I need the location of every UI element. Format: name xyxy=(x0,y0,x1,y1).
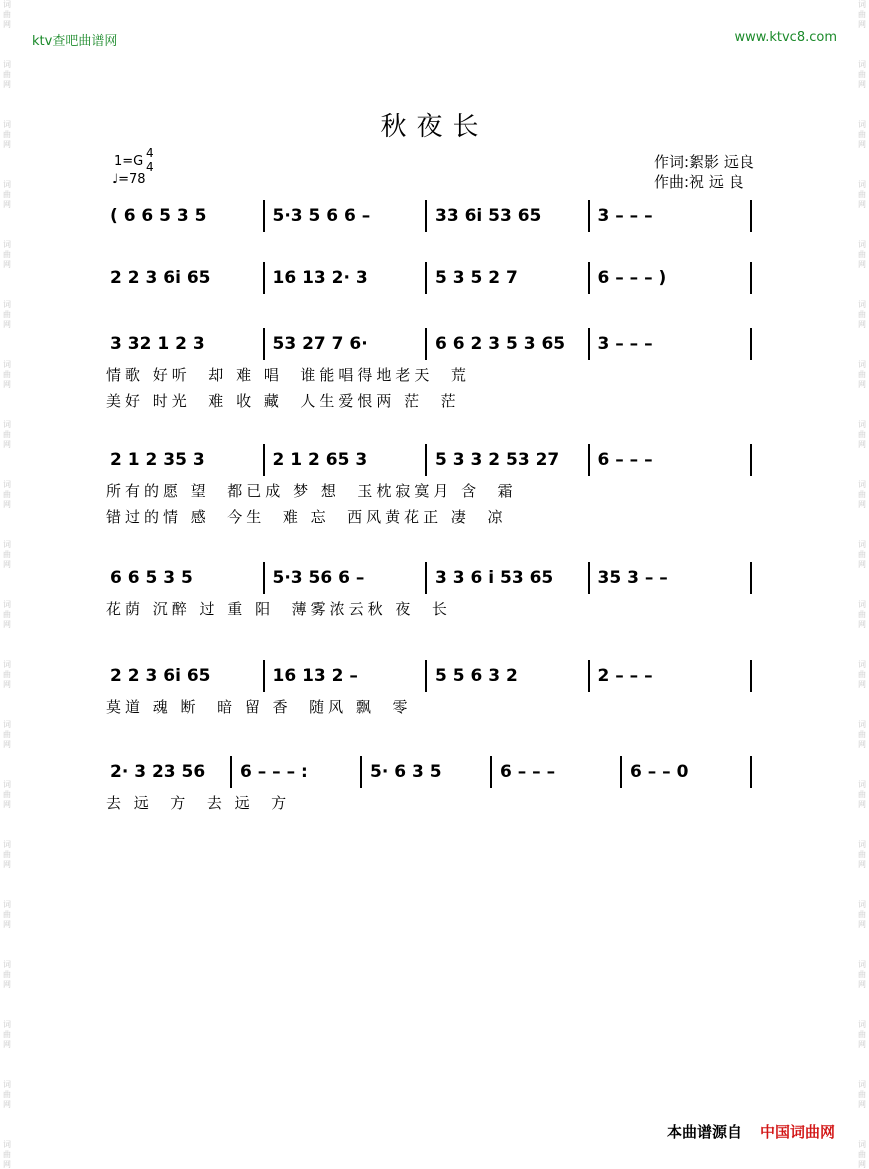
watermark-char: 词 xyxy=(858,960,866,969)
watermark-char: 网 xyxy=(3,1160,11,1169)
watermark-gap xyxy=(855,990,869,1020)
watermark-char: 词 xyxy=(858,1140,866,1149)
watermark-char: 网 xyxy=(858,380,866,389)
watermark-char: 曲 xyxy=(858,250,866,259)
watermark-char: 网 xyxy=(858,440,866,449)
watermark-gap xyxy=(855,270,869,300)
watermark-char: 网 xyxy=(3,1040,11,1049)
staff-row xyxy=(100,444,760,526)
watermark-gap xyxy=(0,150,14,180)
watermark-char: 网 xyxy=(3,980,11,989)
watermark-char: 曲 xyxy=(3,970,11,979)
watermark-char: 曲 xyxy=(3,190,11,199)
watermark-gap xyxy=(0,1050,14,1080)
watermark-char: 网 xyxy=(3,260,11,269)
watermark-char: 曲 xyxy=(3,730,11,739)
measure: 3 32 1 2 3 xyxy=(110,334,205,354)
bar-line xyxy=(750,444,752,476)
watermark-char: 词 xyxy=(858,600,866,609)
bar-line xyxy=(490,756,492,788)
watermark-char: 词 xyxy=(858,180,866,189)
bar-line xyxy=(263,444,265,476)
watermark-gap xyxy=(855,210,869,240)
watermark-gap xyxy=(855,930,869,960)
watermark-char: 曲 xyxy=(858,1150,866,1159)
bar-line xyxy=(425,200,427,232)
watermark-char: 曲 xyxy=(858,850,866,859)
watermark-char: 网 xyxy=(3,80,11,89)
watermark-char: 词 xyxy=(3,60,11,69)
watermark-char: 曲 xyxy=(3,550,11,559)
watermark-char: 曲 xyxy=(3,310,11,319)
watermark-char: 词 xyxy=(3,360,11,369)
lyric-line: 花荫 沉醉 过 重 阳 薄雾浓云秋 夜 长 xyxy=(106,600,451,618)
watermark-char: 词 xyxy=(858,780,866,789)
watermark-char: 网 xyxy=(858,140,866,149)
watermark-char: 曲 xyxy=(858,670,866,679)
watermark-char: 词 xyxy=(858,60,866,69)
watermark-char: 网 xyxy=(858,1040,866,1049)
measure: 3 – – – xyxy=(597,206,653,226)
staff-row xyxy=(100,660,760,720)
watermark-char: 曲 xyxy=(858,130,866,139)
bar-line xyxy=(588,562,590,594)
watermark-char: 曲 xyxy=(858,1030,866,1039)
bar-line xyxy=(230,756,232,788)
watermark-char: 词 xyxy=(858,540,866,549)
watermark-char: 曲 xyxy=(858,370,866,379)
watermark-char: 曲 xyxy=(3,430,11,439)
time-sig-bottom: 4 xyxy=(146,160,154,174)
watermark-char: 曲 xyxy=(3,850,11,859)
watermark-gap xyxy=(0,390,14,420)
measure: 2 1 2 65 3 xyxy=(272,450,368,470)
source-brand-link[interactable]: 中国词曲网 xyxy=(759,1123,835,1141)
watermark-char: 词 xyxy=(858,1020,866,1029)
watermark-char: 网 xyxy=(858,1100,866,1109)
watermark-char: 词 xyxy=(3,780,11,789)
watermark-char: 词 xyxy=(3,480,11,489)
watermark-char: 曲 xyxy=(858,910,866,919)
watermark-char: 曲 xyxy=(858,970,866,979)
watermark-gap xyxy=(855,1110,869,1140)
watermark-char: 词 xyxy=(858,120,866,129)
watermark-char: 网 xyxy=(3,500,11,509)
watermark-char: 曲 xyxy=(858,610,866,619)
watermark-gap xyxy=(855,510,869,540)
measure: 5·3 56 6 – xyxy=(272,568,365,588)
watermark-gap xyxy=(855,330,869,360)
watermark-char: 曲 xyxy=(3,250,11,259)
watermark-char: 曲 xyxy=(3,910,11,919)
watermark-gap xyxy=(855,690,869,720)
site-link-left[interactable]: ktv查吧曲谱网 xyxy=(32,34,118,49)
watermark-gap xyxy=(855,30,869,60)
watermark-char: 网 xyxy=(3,620,11,629)
watermark-gap xyxy=(855,630,869,660)
watermark-char: 网 xyxy=(3,440,11,449)
watermark-char: 词 xyxy=(3,120,11,129)
watermark-char: 网 xyxy=(858,20,866,29)
watermark-gap xyxy=(0,930,14,960)
measure: 5· 6 3 5 xyxy=(370,762,442,782)
watermark-char: 网 xyxy=(3,380,11,389)
watermark-gap xyxy=(855,1050,869,1080)
measure: 2 2 3 6i 65 xyxy=(110,268,211,288)
watermark-char: 曲 xyxy=(3,370,11,379)
watermark-char: 网 xyxy=(3,740,11,749)
watermark-char: 曲 xyxy=(3,610,11,619)
staff-row xyxy=(100,756,760,816)
lyric-line: 情歌 好听 却 难 唱 谁能唱得地老天 荒 xyxy=(106,366,470,384)
watermark-char: 词 xyxy=(3,1080,11,1089)
watermark-char: 曲 xyxy=(3,1150,11,1159)
watermark-char: 网 xyxy=(3,560,11,569)
lyricist: 作词:絮影 远良 xyxy=(654,153,754,171)
measure: 2· 3 23 56 xyxy=(110,762,206,782)
watermark-gap xyxy=(855,390,869,420)
staff-row xyxy=(100,562,760,622)
measure: 5 3 3 2 53 27 xyxy=(435,450,560,470)
staff-row xyxy=(100,262,760,322)
staff-row xyxy=(100,328,760,410)
measure: 6 6 2 3 5 3 65 xyxy=(435,334,566,354)
watermark-char: 网 xyxy=(3,920,11,929)
watermark-char: 词 xyxy=(3,540,11,549)
measure: 2 1 2 35 3 xyxy=(110,450,205,470)
bar-line xyxy=(588,200,590,232)
watermark-char: 词 xyxy=(858,360,866,369)
watermark-char: 网 xyxy=(858,620,866,629)
watermark-gap xyxy=(0,870,14,900)
bar-line xyxy=(588,660,590,692)
watermark-char: 网 xyxy=(3,800,11,809)
measure: 2 – – – xyxy=(597,666,653,686)
lyric-line: 莫道 魂 断 暗 留 香 随风 飘 零 xyxy=(106,698,412,716)
bar-line xyxy=(750,328,752,360)
watermark-char: 网 xyxy=(858,500,866,509)
watermark-char: 曲 xyxy=(858,730,866,739)
watermark-char: 曲 xyxy=(3,1090,11,1099)
tempo-value: =78 xyxy=(118,172,146,187)
measure: 6 – – – xyxy=(500,762,556,782)
watermark-char: 曲 xyxy=(858,190,866,199)
watermark-char: 词 xyxy=(3,1020,11,1029)
bar-line xyxy=(263,562,265,594)
watermark-char: 词 xyxy=(3,960,11,969)
watermark-char: 词 xyxy=(858,240,866,249)
watermark-char: 词 xyxy=(3,180,11,189)
watermark-char: 词 xyxy=(858,1080,866,1089)
bar-line xyxy=(425,328,427,360)
staff-row xyxy=(100,200,760,260)
watermark-char: 词 xyxy=(3,420,11,429)
watermark-gap xyxy=(0,630,14,660)
watermark-char: 网 xyxy=(858,680,866,689)
bar-line xyxy=(750,262,752,294)
measure: 5·3 5 6 6 – xyxy=(272,206,371,226)
watermark-char: 网 xyxy=(3,200,11,209)
watermark-char: 网 xyxy=(858,320,866,329)
bar-line xyxy=(588,444,590,476)
watermark-char: 词 xyxy=(3,0,11,9)
source-label: 本曲谱源自 xyxy=(666,1123,742,1141)
watermark-char: 词 xyxy=(858,480,866,489)
watermark-char: 网 xyxy=(858,1160,866,1169)
watermark-gap xyxy=(855,870,869,900)
watermark-char: 曲 xyxy=(858,310,866,319)
watermark-char: 词 xyxy=(858,660,866,669)
bar-line xyxy=(588,328,590,360)
watermark-gap xyxy=(0,750,14,780)
watermark-char: 网 xyxy=(3,680,11,689)
watermark-char: 词 xyxy=(3,240,11,249)
watermark-char: 网 xyxy=(3,320,11,329)
watermark-char: 网 xyxy=(858,920,866,929)
watermark-char: 词 xyxy=(3,600,11,609)
lyric-line: 去 远 方 去 远 方 xyxy=(106,794,291,812)
bar-line xyxy=(263,200,265,232)
watermark-char: 词 xyxy=(858,0,866,9)
watermark-gap xyxy=(855,570,869,600)
measure: 3 – – – xyxy=(597,334,653,354)
watermark-char: 网 xyxy=(3,1100,11,1109)
bar-line xyxy=(425,444,427,476)
measure: 3 3 6 i 53 65 xyxy=(435,568,554,588)
watermark-char: 曲 xyxy=(3,130,11,139)
bar-line xyxy=(425,562,427,594)
watermark-gap xyxy=(0,990,14,1020)
watermark-char: 网 xyxy=(858,800,866,809)
watermark-gap xyxy=(0,450,14,480)
watermark-char: 网 xyxy=(858,260,866,269)
watermark-char: 网 xyxy=(858,80,866,89)
time-signature xyxy=(146,146,154,174)
lyric-line: 错过的情 感 今生 难 忘 西风黄花正 凄 凉 xyxy=(106,508,507,526)
measure: 35 3 – – xyxy=(597,568,668,588)
song-title: 秋夜长 xyxy=(380,112,489,142)
bar-line xyxy=(750,200,752,232)
measure: 5 5 6 3 2 xyxy=(435,666,518,686)
watermark-gap xyxy=(855,750,869,780)
watermark-char: 网 xyxy=(858,860,866,869)
watermark-gap xyxy=(0,1110,14,1140)
watermark-char: 词 xyxy=(3,300,11,309)
measure: 16 13 2· 3 xyxy=(272,268,368,288)
watermark-char: 词 xyxy=(3,720,11,729)
measure: 16 13 2 – xyxy=(272,666,358,686)
watermark-char: 词 xyxy=(3,660,11,669)
key-signature: 1=G xyxy=(114,154,144,169)
watermark-char: 词 xyxy=(3,900,11,909)
watermark-char: 网 xyxy=(858,200,866,209)
time-sig-top: 4 xyxy=(146,146,154,160)
bar-line xyxy=(750,562,752,594)
measure: 6 – – 0 xyxy=(630,762,689,782)
watermark-gap xyxy=(0,810,14,840)
source-footer xyxy=(667,1121,835,1142)
watermark-char: 曲 xyxy=(3,1030,11,1039)
bar-line xyxy=(750,756,752,788)
watermark-char: 曲 xyxy=(858,10,866,19)
measure: 6 – – – xyxy=(597,450,653,470)
right-watermark-strip xyxy=(855,0,869,1169)
measure: 5 3 5 2 7 xyxy=(435,268,518,288)
credits xyxy=(654,152,754,192)
watermark-char: 曲 xyxy=(858,790,866,799)
site-link-right[interactable]: www.ktvc8.com xyxy=(734,30,837,45)
bar-line xyxy=(263,328,265,360)
watermark-char: 网 xyxy=(3,20,11,29)
measure: ( 6 6 5 3 5 xyxy=(110,206,207,226)
watermark-char: 曲 xyxy=(858,430,866,439)
watermark-gap xyxy=(0,570,14,600)
measure: 6 – – – ) xyxy=(597,268,667,288)
lyric-line: 美好 时光 难 收 藏 人生爱恨两 茫 茫 xyxy=(106,392,460,410)
bar-line xyxy=(425,262,427,294)
watermark-char: 网 xyxy=(3,860,11,869)
watermark-gap xyxy=(0,270,14,300)
watermark-char: 曲 xyxy=(3,70,11,79)
watermark-char: 词 xyxy=(3,840,11,849)
measure: 2 2 3 6i 65 xyxy=(110,666,211,686)
measure: 53 27 7 6· xyxy=(272,334,368,354)
watermark-char: 网 xyxy=(858,980,866,989)
bar-line xyxy=(750,660,752,692)
bar-line xyxy=(588,262,590,294)
watermark-gap xyxy=(0,690,14,720)
watermark-gap xyxy=(855,150,869,180)
composer: 作曲:祝 远 良 xyxy=(654,173,744,191)
watermark-gap xyxy=(855,450,869,480)
bar-line xyxy=(263,262,265,294)
bar-line xyxy=(263,660,265,692)
watermark-gap xyxy=(855,810,869,840)
watermark-char: 曲 xyxy=(858,70,866,79)
watermark-gap xyxy=(0,210,14,240)
quarter-note-icon: ♩ xyxy=(112,172,119,187)
watermark-char: 网 xyxy=(858,560,866,569)
watermark-char: 曲 xyxy=(858,490,866,499)
watermark-char: 词 xyxy=(858,720,866,729)
measure: 33 6i 53 65 xyxy=(435,206,542,226)
watermark-char: 词 xyxy=(858,840,866,849)
bar-line xyxy=(360,756,362,788)
watermark-char: 词 xyxy=(858,420,866,429)
watermark-char: 词 xyxy=(858,900,866,909)
tempo-mark xyxy=(112,172,146,187)
watermark-gap xyxy=(0,510,14,540)
watermark-char: 词 xyxy=(858,300,866,309)
watermark-char: 曲 xyxy=(3,670,11,679)
measure: 6 – – – : xyxy=(240,762,308,782)
left-watermark-strip xyxy=(0,0,14,1169)
bar-line xyxy=(620,756,622,788)
watermark-char: 曲 xyxy=(3,10,11,19)
watermark-char: 网 xyxy=(3,140,11,149)
bar-line xyxy=(425,660,427,692)
watermark-char: 曲 xyxy=(3,790,11,799)
watermark-char: 曲 xyxy=(858,1090,866,1099)
lyric-line: 所有的愿 望 都已成 梦 想 玉枕寂寞月 含 霜 xyxy=(106,482,517,500)
watermark-char: 曲 xyxy=(3,490,11,499)
watermark-char: 曲 xyxy=(858,550,866,559)
watermark-char: 网 xyxy=(858,740,866,749)
watermark-gap xyxy=(0,30,14,60)
watermark-gap xyxy=(0,330,14,360)
watermark-char: 词 xyxy=(3,1140,11,1149)
measure: 6 6 5 3 5 xyxy=(110,568,193,588)
